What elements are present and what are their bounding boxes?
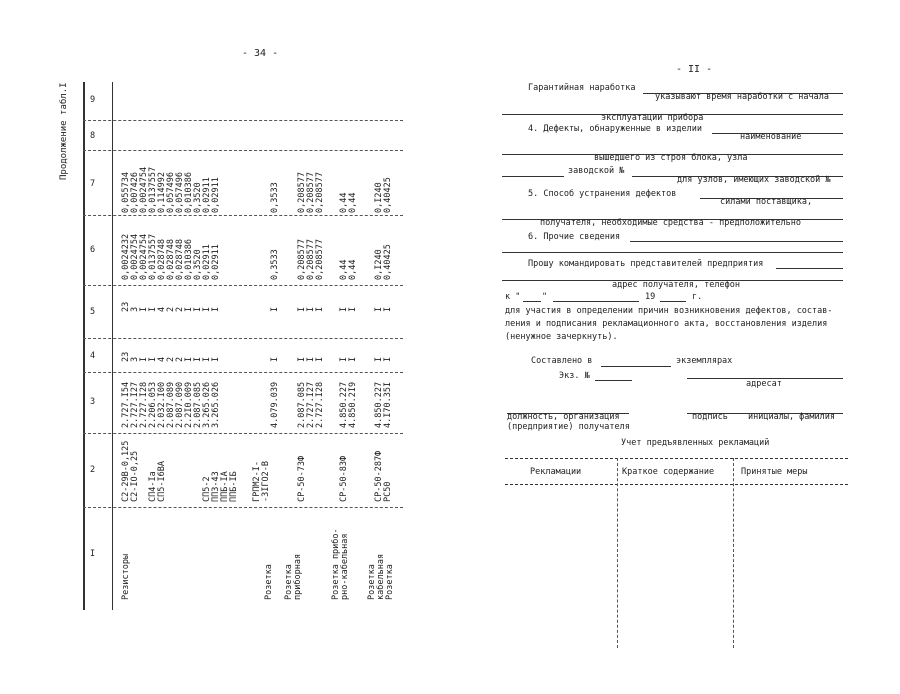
serial-hint: для узлов, имеющих заводской № [677,175,831,185]
right-page-number: - II - [676,64,713,75]
col-header-6: 6 [90,245,96,255]
addressee-label: адресат [746,379,782,389]
item4-hint2: вышедшего из строя блока, узла [594,153,748,163]
col4-group4: I I [339,356,358,362]
col1-group5: Розетка кабельная Розетка [367,553,395,600]
purpose-line2: ления и подписания рекламационного акта, восстановления изделия [505,319,828,329]
copies-label: экземплярах [676,356,733,366]
col5-group2: I [270,306,280,312]
col6-group3: 0,208577 0,208577 0,208577 [297,239,325,280]
date-g: г. [692,292,703,302]
item4-label: 4. Дефекты, обнаруженные в изделии [528,124,702,134]
col3-group5: 4.850.227 4.I70.35I [374,381,393,428]
date-k: к " [505,292,521,302]
item4-hint: наименование [740,132,802,142]
col7-group1: 0,055734 0,007426 0,0024754 0,0137557 0,114992 0,057496 0,057496 0,010386 0,3520 0,02911 0,02911 [121,166,221,213]
col-header-7: 7 [90,179,96,189]
col7-group4: 0,44 0,44 [339,192,358,213]
claims-col-2: Краткое содержание [622,467,715,477]
col-header-2: 2 [90,465,96,475]
item6-label: 6. Прочие сведения [528,232,621,242]
left-page-number: - 34 - [242,48,279,59]
col6-group4: 0,44 0,44 [339,259,358,280]
col5-group1: 23 3 I I 4 2 2 I I I I [121,301,221,312]
ex-no-label: Экз. № [559,371,590,381]
col6-group2: 0,3533 [270,249,280,280]
warranty-hint: указывают время наработки с начала [655,92,829,102]
col-header-4: 4 [90,351,96,361]
warranty-hint2: эксплуатации прибора [601,113,704,123]
col3-group1: 2.727.I54 2.727.I27 2.727.I28 2.206.053 2.032.I00 2.087.089 2.087.090 2.2I0.009 2.087.085 3.265.026 3.265.026 [121,381,221,428]
sign-org: (предприятие) получателя [507,422,630,432]
item5-hint: силами поставщика, [720,197,813,207]
col-header-5: 5 [90,307,96,317]
item5-label: 5. Способ устранения дефектов [528,189,677,199]
table-title: Продолжение табл.I [59,82,69,180]
col-header-1: I [90,549,96,559]
col1-group1: Резисторы [121,553,131,600]
claims-col-1: Рекламации [530,467,582,477]
request-text: Прошу командировать представителей предприятия [528,259,764,269]
col1-group4: Розетка прибо- рно-кабельная [331,528,350,600]
col2-group3: СР-50-73Ф [297,455,307,502]
col5-group5: I I [374,306,393,312]
col4-group2: I [270,356,280,362]
serial-label: заводской № [568,166,625,176]
col4-group3: I I I [297,356,325,362]
col7-group3: 0,208577 0,208577 0,208577 [297,172,325,213]
col4-group5: I I [374,356,393,362]
col4-group1: 23 3 I I 4 2 2 I I I I [121,351,221,362]
date-19: 19 [645,292,656,302]
claims-col-3: Принятые меры [741,467,808,477]
warranty-label: Гарантийная наработка [528,83,636,93]
col2-group4: СР-50-83Ф [339,455,349,502]
compiled-label: Составлено в [531,356,593,366]
col1-group3: Розетка приборная [284,553,303,600]
purpose-line1: для участия в определении причин возникновения дефектов, состав- [505,306,833,316]
claims-title: Учет предъявленных рекламаций [621,438,770,448]
col-header-3: 3 [90,397,96,407]
col7-group5: 0,I240 0,40425 [374,177,393,213]
col3-group2: 4.079.039 [270,381,280,428]
col2-group2: ГРПМ2-I- -3IГО2-В [252,461,271,502]
col3-group3: 2.087.085 2.727.I27 2.727.I28 [297,381,325,428]
sign-signature: подпись [692,412,728,422]
sign-name: инициалы, фамилия [748,412,835,422]
purpose-line3: (ненужное зачеркнуть). [505,332,618,342]
date-quote: " [542,292,548,302]
col6-group1: 0,0024232 0,0024754 0,0024754 0,0137557 0,028748 0,028748 0,028748 0,010386 0,3520 0,02911 0,02911 [121,233,221,280]
item5-hint2: получателя, необходимые средства - предположительно [540,218,801,228]
col2-group1: С2-29В-0,125 С2-IO-0,25 СП4-Iа СП5-I6ВА СП5-2 ПП3-43 ППБ-IА ППБ-IБ [121,440,239,502]
col5-group3: I I I [297,306,325,312]
col7-group2: 0,3533 [270,182,280,213]
col3-group4: 4.850.227 4.850.2I9 [339,381,358,428]
col1-group2: Розетка [264,564,274,600]
col6-group5: 0,I240 0,40425 [374,244,393,280]
col2-group5: СР-50-287Ф РС50 [374,450,393,502]
sign-position: должность, организация [507,412,620,422]
col-header-9: 9 [90,95,96,105]
col5-group4: I I [339,306,358,312]
col-header-8: 8 [90,131,96,141]
address-hint: адрес получателя, телефон [612,280,740,290]
